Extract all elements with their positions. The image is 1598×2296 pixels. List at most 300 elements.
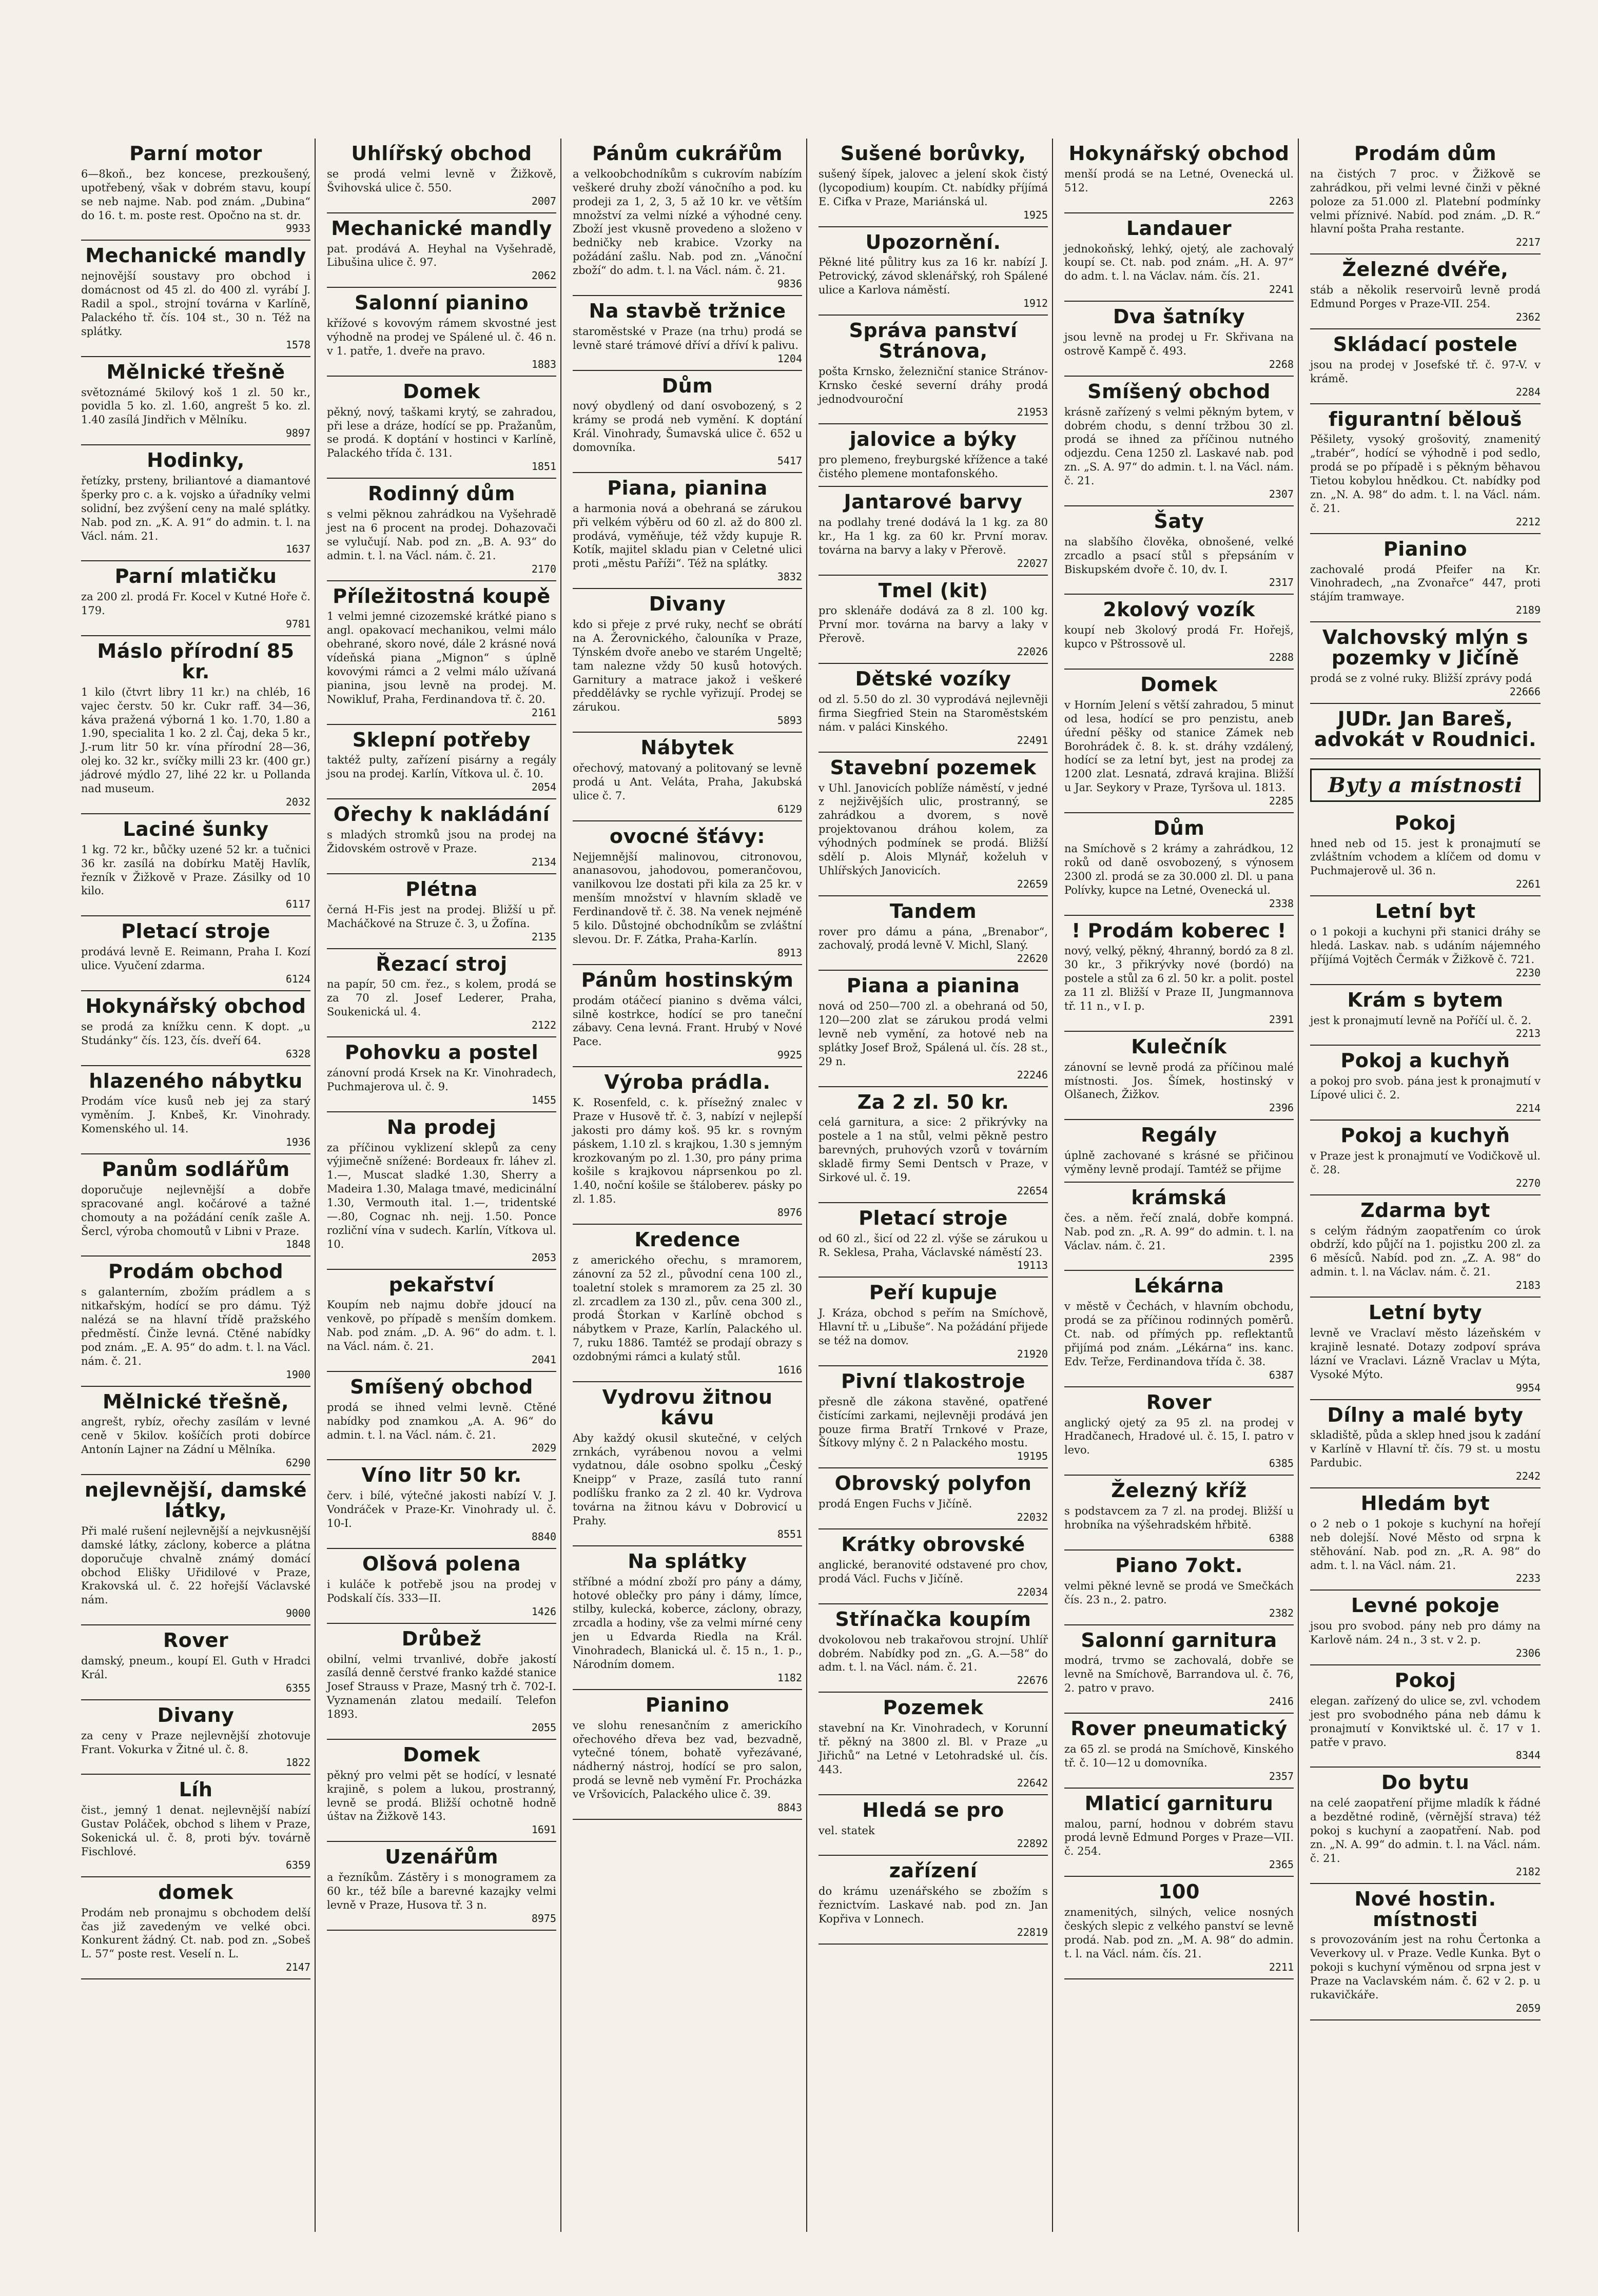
classified-ad	[1310, 704, 1541, 759]
ad-text: pěkný pro velmi pět se hodící, v lesnaté krajině, s polem a lukou, prostranný, levně se prodá. Bližší ochotně hodně úštav na Žižkově 143.	[327, 1769, 556, 1823]
ad-text: rover pro dámu a pána, „Brenabor“, zachovalý, prodá levně V. Michl, Slaný.	[819, 925, 1048, 952]
ad-text: zánovní prodá Krsek na Kr. Vinohradech, Puchmajerova ul. č. 9.	[327, 1066, 556, 1093]
ad-text: červ. i bílé, výtečné jakosti nabízí V. J. Vondráček v Praze-Kr. Vinohrady ul. č. 10-I.	[327, 1489, 556, 1530]
ad-title: Železné dvéře,	[1342, 258, 1509, 281]
ad-title: Na stavbě tržnice	[589, 299, 786, 322]
ad-code: 1426	[531, 1605, 556, 1618]
ad-text: zánovní se levně prodá za příčinou malé místnosti. Jos. Šímek, hostinský v Olšanech, Žižkov.	[1064, 1061, 1294, 1101]
classified-ad	[819, 316, 1048, 424]
ad-code: 2396	[1269, 1102, 1294, 1114]
classified-ad	[1310, 1884, 1541, 2020]
classified-ad	[81, 1877, 310, 1979]
ad-code: 2214	[1515, 1102, 1541, 1115]
ad-text: pošta Krnsko, železniční stanice Stránov-Krnsko české severní dráhy prodá jednodvouroční	[819, 365, 1048, 405]
ad-code: 6117	[285, 898, 310, 911]
ad-title: Rover	[1146, 1390, 1212, 1414]
ad-text: obilní, velmi trvanlivé, dobře jakostí zasílá denně čerstvé franko každé stanice Josef Strauss v Praze, Masný trh č. 702-I. Vyznamenán zlatou medailí. Telefon 1893.	[327, 1653, 556, 1721]
ad-text: taktéž pulty, zařízení pisárny a regály jsou na prodej. Karlín, Vítkova ul. č. 10.	[327, 754, 556, 780]
ad-title: figurantní bělouš	[1329, 407, 1522, 430]
ad-title: Správa panství Stránova,	[849, 319, 1018, 362]
ad-text: prodá se ihned velmi levně. Ctěné nabídky pod znamkou „A. A. 96“ do admin. t. l. na Václ. nám. č. 21.	[327, 1401, 556, 1441]
ad-code: 2212	[1515, 515, 1541, 528]
ad-text: Nejjemnější malinovou, citronovou, ananasovou, jahodovou, pomerančovou, vanilkovou lze dostati při kila za 25 kr. v menším množství v hlavním skladě ve Ferdinandově tř. č. 38. Na venek nejméně 5 kilo. Důstojné obchodníkům se zvláštní slevou. Dr. F. Zátka, Praha-Karlín.	[573, 850, 802, 946]
classified-ad	[1064, 1183, 1294, 1271]
ad-text: stavební na Kr. Vinohradech, v Korunní tř. pěkný na 3800 zl. Bl. v Praze „u Jiřichů“ na Letné v Letohradské ul. čís. 443.	[819, 1722, 1048, 1776]
ad-text: koupí neb 3kolový prodá Fr. Hořejš, kupco v Pštrossově ul.	[1064, 624, 1294, 651]
ad-text: velmi pěkné levně se prodá ve Smečkách čís. 23 n., 2. patro.	[1064, 1579, 1294, 1606]
ad-title: Dva šatníky	[1113, 305, 1245, 328]
classified-ad	[573, 139, 802, 296]
ad-title: Sklepní potřeby	[352, 728, 531, 751]
ad-title: Víno litr 50 kr.	[361, 1464, 522, 1487]
classified-ad	[1310, 534, 1541, 623]
ad-code: 2062	[531, 269, 556, 282]
classified-ad	[327, 1624, 556, 1740]
classified-ad	[81, 241, 310, 357]
ad-title: ovocné šťávy:	[609, 825, 766, 848]
classified-ad	[81, 1775, 310, 1877]
classified-ad	[81, 1154, 310, 1257]
classified-ad	[81, 445, 310, 561]
ad-code: 6388	[1269, 1532, 1294, 1544]
ad-code: 8913	[777, 946, 802, 959]
ad-text: s podstavcem za 7 zl. na prodej. Bližší u hrobníka na výšehradském hřbitě.	[1064, 1505, 1294, 1531]
ad-title: Do bytu	[1381, 1771, 1470, 1794]
ad-text: dvokolovou neb trakařovou strojní. Uhlíř dobrém. Nabídky pod zn. „G. A.—58“ do adm. t. l. na Václ. nám. č. 21.	[819, 1633, 1048, 1674]
ad-text: skladiště, půda a sklep hned jsou k zadání v Karlíně v Hlavní tř. čís. 79 st. u mostu Pardubic.	[1310, 1429, 1541, 1469]
ad-title: Piana, pianina	[607, 476, 768, 499]
ad-title: Na prodej	[386, 1115, 497, 1139]
ad-title: Šaty	[1154, 509, 1204, 533]
ad-code: 1912	[1023, 297, 1048, 310]
ad-text: 6—8koň., bez koncese, prezkoušený, upotřebený, však v dobrém stavu, koupí se neb najme. Nab. pod znám. „Dubina“ do 16. t. m. poste rest. Opočno na st. dr.	[81, 167, 310, 222]
ad-title: Panům sodlářům	[102, 1158, 290, 1181]
ad-title: Pletací stroje	[859, 1206, 1008, 1229]
classified-ad	[819, 1604, 1048, 1693]
ad-title: Prodám obchod	[108, 1260, 284, 1283]
ad-code: 2288	[1269, 651, 1294, 664]
classified-ad	[573, 1225, 802, 1382]
ad-title: Dětské vozíky	[855, 668, 1011, 691]
ad-code: 8840	[531, 1530, 556, 1543]
classified-ad	[1310, 1046, 1541, 1121]
classified-ad	[327, 479, 556, 581]
ad-title: Tandem	[889, 899, 977, 923]
ad-title: Pokoj	[1394, 1669, 1456, 1692]
classified-ad	[81, 916, 310, 991]
column-4	[814, 139, 1053, 2232]
ad-title: Mechanické mandly	[85, 244, 306, 267]
ad-title: Ořechy k nakládání	[333, 803, 550, 826]
ad-code: 2268	[1269, 358, 1294, 370]
ad-title: Pianino	[645, 1693, 730, 1716]
ad-code: 19195	[1017, 1450, 1048, 1463]
ad-text: čes. a něm. řečí znalá, dobře kompná. Nab. pod zn. „R. A. 99“ do admin. t. l. na Václav. nám. č. 21.	[1064, 1211, 1294, 1252]
classified-ad	[327, 1842, 556, 1931]
ad-text: Prodám neb pronajmu s obchodem delší čas již zavedeným ve velké obci. Konkurent žádný. Ct. nab. pod zn. „Sobeš L. 57“ poste rest. Veselí n. L.	[81, 1906, 310, 1960]
classified-ad	[573, 1546, 802, 1690]
classified-ad	[327, 725, 556, 800]
ad-text: na slabšího člověka, obnošené, velké zrcadlo a psací stůl s přepsáním v Biskupském dvoře č. 10, dv. I.	[1064, 535, 1294, 576]
ad-title: Olšová polena	[362, 1552, 521, 1575]
ad-code: 9000	[285, 1607, 310, 1620]
ad-code: 1936	[285, 1136, 310, 1149]
classified-ad	[1310, 896, 1541, 985]
ad-text: prodá se z volné ruky. Bližší zprávy podá	[1310, 672, 1532, 684]
ad-text: ve slohu renesančním z americkího ořechového dřeva bez vad, bezvadně, vytečné tónem, bohatě vyřezávané, nádherný nástroj, hodící se pro salon, prodá se levně neb vymění Fr. Procházka ve Vršovicích, Palackého ulice č. 39.	[573, 1719, 802, 1801]
ad-code: 2170	[531, 562, 556, 575]
ad-code: 2391	[1269, 1013, 1294, 1026]
classified-ad	[81, 1257, 310, 1386]
ad-code: 6385	[1269, 1457, 1294, 1470]
ad-code: 1883	[531, 358, 556, 370]
ad-code: 22620	[1017, 952, 1048, 965]
classified-ad	[327, 799, 556, 874]
ad-text: s velmi pěknou zahrádkou na Vyšehradě jest na 6 procent na prodej. Dohazovači se vylučují. Nab. pod zn. „B. A. 93“ do admin. t. l. na Václ. nám. č. 21.	[327, 508, 556, 562]
ad-text: s mladých stromků jsou na prodej na Židovském ostrově v Praze.	[327, 829, 556, 855]
classified-ad	[1064, 1032, 1294, 1121]
ad-title: Plétna	[405, 877, 478, 900]
ad-text: Při malé rušení nejlevnější a nejvkusnější damské látky, záclony, koberce a plátna doporučuje chvalně známý domácí obchod Elišky Uřidilové v Praze, Krakovská ul. č. 22 hořejší Václavské nám.	[81, 1524, 310, 1606]
ad-code: 2307	[1269, 487, 1294, 500]
ad-code: 5893	[777, 714, 802, 727]
ad-code: 2041	[531, 1353, 556, 1366]
ad-code: 2134	[531, 855, 556, 868]
section-banner: Byty a místnosti	[1310, 769, 1541, 802]
ad-code: 22666	[1509, 685, 1541, 698]
ad-text: modrá, trvmo se zachovalá, dobře se levně na Smíchově, Barrandova ul. č. 76, 2. patro v pravo.	[1064, 1654, 1294, 1695]
ad-code: 2032	[285, 795, 310, 808]
ad-text: s provozováním jest na rohu Čertonka a Veverkovy ul. v Praze. Vedle Kunka. Byt o pokoji s kuchyní výměnou od srpna jest v Praze na Vaclavském nám. č. 62 v 2. p. u rukavičkáře.	[1310, 1933, 1541, 2001]
column-6	[1306, 139, 1545, 2232]
ad-title: zařízení	[889, 1859, 978, 1882]
classified-ad	[573, 965, 802, 1067]
classified-ad	[327, 1037, 556, 1112]
ad-code: 1925	[1023, 208, 1048, 221]
ad-title: Dílny a malé byty	[1327, 1403, 1524, 1426]
ad-code: 6328	[285, 1047, 310, 1060]
ad-text: řetízky, prsteny, briliantové a diamantové šperky pro c. a k. vojsko a úřadníky velmi solidní, bez zvýšení ceny na malé splátky. Nab. pod zn. „K. A. 91“ do admin. t. l. na Václ. nám. 21.	[81, 475, 310, 542]
classified-ad	[327, 1372, 556, 1461]
ad-text: jsou pro svobod. pány neb pro dámy na Karlově nám. 24 n., 3 st. v 2. p.	[1310, 1620, 1541, 1646]
ad-code: 2285	[1269, 795, 1294, 808]
classified-ad	[573, 296, 802, 371]
ad-text: na Smíchově s 2 krámy a zahrádkou, 12 roků od daně osvobozený, s výnosem 2300 zl. prodá se za 30.000 zl. Dl. u pana Polívky, kupce na Letné, Ovenecká ul.	[1064, 842, 1294, 896]
ad-code: 21920	[1017, 1347, 1048, 1360]
ad-code: 2317	[1269, 576, 1294, 589]
ad-text: v městě v Čechách, v hlavním obchodu, prodá se za příčinou rodinných poměrů. Ct. nab. od přímých pp. reflektantů přijímá pod znám. „Lékárna“ ins. kanc. Edv. Teřze, Ferdinandova třída č. 38.	[1064, 1300, 1294, 1368]
ad-code: 8551	[777, 1527, 802, 1540]
ad-text: v Horním Jelení s větší zahradou, 5 minut od lesa, hodící se pro penzistu, aneb úřední pěšky od stanice Zámek neb Borohrádek č. 8. k. st. dráhy vzdálený, hodící se za letní byt, jest na prodej za 1200 zlat. Lesnatá, zdravá krajina. Bližší u Jar. Seykory v Praze, Tyršova ul. 1813.	[1064, 698, 1294, 794]
ad-title: Upozornění.	[865, 230, 1001, 253]
classified-ad	[1064, 813, 1294, 915]
classified-ad	[327, 581, 556, 725]
ad-text: na čistých 7 proc. v Žižkově se zahrádkou, při velmi levné činži v pěkné poloze za 51.000 zl. Platební podmínky velmi příznivé. Nabíd. pod znám. „D. R.“ hlavní pošta Praha restante.	[1310, 167, 1541, 236]
ad-code: 1851	[531, 460, 556, 473]
ad-code: 6129	[777, 802, 802, 815]
classified-ad	[819, 227, 1048, 316]
ad-text: levně ve Vraclaví město lázeňském v krajině lesnaté. Dotazy zodpoví správa lázní ve Vraclavi. Lázně Vraclav u Mýta, Vysoké Mýto.	[1310, 1327, 1541, 1381]
ad-code: 6359	[285, 1858, 310, 1871]
classified-ad	[81, 636, 310, 814]
classified-ad	[1064, 1789, 1294, 1877]
ad-title: Piana a pianina	[846, 974, 1020, 997]
ad-title: Uzenářům	[385, 1846, 498, 1869]
ad-title: Střínačka koupím	[835, 1607, 1031, 1631]
ad-code: 22034	[1017, 1585, 1048, 1598]
ad-title: Krám s bytem	[1347, 988, 1504, 1011]
ad-text: na celé zaopatření přijme mladík k řádné a bezdětné rodině, (věrnější strava) též pokoj s kuchyní a zaopatření. Nab. pod zn. „N. A. 99“ do admin. t. l. na Václ. nám. č. 21.	[1310, 1797, 1541, 1865]
ad-code: 22027	[1017, 557, 1048, 570]
ad-text: doporučuje nejlevnější a dobře spracované angl. kočárové a tažné chomouty a na požádání ceník zašle A. Šercl, výroba chomoutů v Libni v Praze.	[81, 1183, 310, 1238]
classified-ad	[327, 1740, 556, 1842]
ad-title: hlazeného nábytku	[89, 1069, 303, 1092]
ad-code: 22246	[1017, 1068, 1048, 1081]
ad-text: stříbné a módní zboží pro pány a dámy, hotové oblečky pro pány i dámy, límce, stilby, kulecká, koberce, záclony, obrazy, zrcadla a hodiny, vše za velmi mírné ceny jen u Edvarda Riedla na Král. Vinohradech, Blanická ul. č. 15 n., 1. p., Národním domem.	[573, 1575, 802, 1671]
classified-ad	[1310, 1488, 1541, 1591]
ad-code: 2338	[1269, 897, 1294, 910]
ad-title: Pivní tlakostroje	[841, 1369, 1026, 1392]
ad-code: 2263	[1269, 194, 1294, 207]
ad-text: jednokoňský, lehký, ojetý, ale zachovalý koupí se. Ct. nab. pod znám. „H. A. 97“ do adm. t. l. na Václav. nám. čís. 21.	[1064, 242, 1294, 283]
ad-title: Rodinný dům	[367, 482, 516, 505]
ad-code: 19113	[1017, 1259, 1048, 1272]
ad-text: pat. prodává A. Heyhal na Vyšehradě, Libušina ulice č. 97.	[327, 242, 556, 269]
ad-text: Pěkné lité půlitry kus za 16 kr. nabízí J. Petrovický, závod sklenářský, roh Spálené ulice a Karlova náměstí.	[819, 256, 1048, 297]
ad-text: v Uhl. Janovicích poblíže náměstí, v jedné z nejživějších ulic, prostranný, se zahrádkou a dvorem, s nově projektovanou dráhou kolem, za výhodných podmínek se prodá. Bližší sdělí p. Alois Mlynář, koželuh v Uhlířských Janovicích.	[819, 781, 1048, 877]
classified-ad	[1310, 1121, 1541, 1195]
classified-ad	[573, 1382, 802, 1546]
ad-title: Letní byty	[1368, 1301, 1483, 1324]
ad-code: 22654	[1017, 1184, 1048, 1197]
ad-text: znamenitých, silných, velice nosných českých slepic z velkého panství se levně prodá. Nab. pod zn. „M. A. 98“ do admin. t. l. na Václ. nám. čís. 21.	[1064, 1906, 1294, 1960]
classified-ad	[81, 139, 310, 241]
ad-code: 2182	[1515, 1865, 1541, 1878]
ad-code: 2055	[531, 1721, 556, 1734]
ad-text: o 2 neb o 1 pokoje s kuchyní na hořejí neb dolejší. Nové Město od srpna k stěhování. Nab. pod zn. „R. A. 98“ do adm. t. l. na Václ. nám. 21.	[1310, 1517, 1541, 1572]
classified-ad	[327, 1549, 556, 1624]
column-3	[569, 139, 807, 2232]
ad-text: od 60 zl., šicí od 22 zl. výše se zárukou u R. Seklesa, Praha, Václavské náměstí 23.	[819, 1232, 1048, 1259]
ad-text: a řezníkům. Zástěry i s monogramem za 60 kr., též bíle a barevné kazajky velmi levně v Praze, Husova tř. 3 n.	[327, 1871, 556, 1911]
ad-code: 6124	[285, 972, 310, 985]
ad-code: 1691	[531, 1823, 556, 1836]
classified-ad	[1310, 329, 1541, 404]
ad-code: 8843	[777, 1801, 802, 1814]
ad-code: 6290	[285, 1457, 310, 1469]
ad-title: Uhlířský obchod	[351, 142, 532, 165]
ad-code: 2284	[1515, 385, 1541, 398]
ad-title: Drůbež	[401, 1627, 482, 1650]
classified-ad	[819, 1693, 1048, 1795]
ad-text: Pěšilety, vysoký grošovitý, znamenitý „trabér“, hodící se výhodně i pod sedlo, prodá se po případě i s pěkným běhavou Tietou kobylou hnědkou. Ct. nabídky pod zn. „N. A. 98“ do adm. t. l. na Václ. nám. č. 21.	[1310, 433, 1541, 515]
ad-text: 1 kg. 72 kr., bůčky uzené 52 kr. a tučnici 36 kr. zasílá na dobírku Matěj Havlík, řezník v Žižkově v Praze. Zásilky od 10 kilo.	[81, 843, 310, 897]
ad-code: 2059	[1515, 2001, 1541, 2014]
ad-title: Výroba prádla.	[604, 1071, 771, 1094]
ad-title: Hledám byt	[1360, 1492, 1490, 1515]
ad-title: Hodinky,	[147, 449, 245, 472]
ad-title: nejlevnější, damské látky,	[84, 1479, 307, 1522]
ad-code: 2183	[1515, 1279, 1541, 1292]
classified-ad	[1064, 1120, 1294, 1183]
ad-code: 9925	[777, 1049, 802, 1062]
ad-code: 2213	[1515, 1027, 1541, 1040]
classified-ad	[819, 1468, 1048, 1529]
column-5	[1060, 139, 1299, 2232]
ad-code: 2306	[1515, 1647, 1541, 1660]
ad-text: černá H-Fis jest na prodej. Bližší u př. Macháčkové na Struze č. 3, u Žofína.	[327, 903, 556, 930]
ad-code: 1578	[285, 338, 310, 351]
classified-ad	[819, 1203, 1048, 1278]
ad-text: zachovalé prodá Pfeifer na Kr. Vinohradech, „na Zvonařce“ 447, proti stájím tramwaye.	[1310, 563, 1541, 603]
ad-title: Mechanické mandly	[331, 217, 552, 240]
classified-ad	[1310, 985, 1541, 1046]
ad-title: Líh	[179, 1778, 213, 1801]
ad-title: Parní motor	[129, 142, 262, 165]
ad-text: o 1 pokoji a kuchyni při stanici dráhy se hledá. Laskav. nab. s udáním nájemného příjímá Vojtěch Čermák v Žižkově č. 721.	[1310, 926, 1541, 966]
ad-title: Salonní garnitura	[1081, 1628, 1277, 1652]
ad-code: 1204	[777, 352, 802, 365]
classified-ad	[1064, 139, 1294, 213]
ad-code: 2122	[531, 1019, 556, 1032]
ad-code: 2395	[1269, 1252, 1294, 1265]
ad-title: Stavební pozemek	[830, 756, 1037, 779]
classified-ad	[573, 371, 802, 473]
ad-text: damský, pneum., koupí El. Guth v Hradci Král.	[81, 1655, 310, 1681]
ad-code: 2217	[1515, 236, 1541, 249]
ad-text: jest k pronajmutí levně na Poříčí ul. č. 2.	[1310, 1014, 1532, 1027]
classified-ad	[327, 213, 556, 288]
ad-code: 9781	[285, 618, 310, 631]
ad-text: menší prodá se na Letné, Ovenecká ul. 512.	[1064, 167, 1294, 194]
ad-title: Pozemek	[883, 1696, 984, 1719]
ad-code: 22676	[1017, 1674, 1048, 1687]
ad-title: Regály	[1141, 1124, 1217, 1147]
ad-code: 1455	[531, 1093, 556, 1106]
ad-text: prodám otáčecí pianino s dvěma válci, silně kostrkce, hodící se pro taneční zábavy. Cena levná. Frant. Hrubý v Nové Pace.	[573, 994, 802, 1048]
ad-title: Pletací stroje	[121, 920, 270, 943]
ad-text: vel. statek	[819, 1824, 875, 1837]
classified-ad	[327, 874, 556, 949]
ad-title: Železný kříž	[1111, 1479, 1247, 1502]
classified-ad	[1310, 1768, 1541, 1883]
classified-ad	[819, 576, 1048, 664]
ad-title: Vydrovu žitnou kávu	[602, 1385, 773, 1429]
classified-ad	[573, 821, 802, 965]
classified-ad	[819, 424, 1048, 487]
ad-code: 8976	[777, 1206, 802, 1219]
ad-code: 2357	[1269, 1770, 1294, 1782]
ad-title: pekařství	[388, 1273, 495, 1296]
ad-title: Lékárna	[1134, 1274, 1224, 1298]
ad-text: i kuláče k potřebě jsou na prodej v Podskalí čís. 333—II.	[327, 1578, 556, 1604]
classified-ad	[81, 991, 310, 1066]
ad-text: pěkný, nový, taškami krytý, se zahradou, při lese a dráze, hodící se pp. Pražanům, se prodá. K doptání v hostinci v Karlíně, Palackého třída č. 131.	[327, 405, 556, 460]
ad-text: čist., jemný 1 denat. nejlevnější nabízí Gustav Poláček, obchod s lihem v Praze, Sokenická ul. č. 8, proti býv. továrně Fischlové.	[81, 1804, 310, 1858]
ad-code: 1900	[285, 1368, 310, 1381]
ad-code: 2241	[1269, 283, 1294, 296]
ad-title: Salonní pianino	[354, 291, 529, 315]
ad-title: Za 2 zl. 50 kr.	[857, 1090, 1009, 1113]
ad-code: 22491	[1017, 734, 1048, 747]
ad-code: 2189	[1515, 604, 1541, 617]
ad-code: 2233	[1515, 1572, 1541, 1585]
ad-code: 1182	[777, 1671, 802, 1684]
ad-title: JUDr. Jan Bareš, advokát v Roudnici.	[1314, 707, 1537, 751]
ad-title: Valchovský mlýn s pozemky v Jičíně	[1322, 626, 1529, 670]
ad-text: a harmonia nová a obehraná se zárukou při velkém výběru od 60 zl. až do 800 zl. prodává, vyměňuje, též vždy kupuje R. Kotík, majitel skladu pian v Celetné ulici proti „městu Paříži“. Též na splátky.	[573, 502, 802, 570]
classified-ad	[1310, 139, 1541, 254]
ad-title: Zdarma byt	[1360, 1199, 1490, 1222]
ad-title: Piano 7okt.	[1115, 1554, 1243, 1577]
column-2	[323, 139, 561, 2232]
classified-ad	[1064, 916, 1294, 1032]
classified-ad	[81, 561, 310, 636]
classified-ad	[1064, 1714, 1294, 1789]
ad-text: za ceny v Praze nejlevnější zhotovuje Frant. Vokurka v Žitné ul. č. 8.	[81, 1729, 310, 1756]
ad-text: Prodám více kusů neb jej za starý vyměním. J. Knbeš, Kr. Vinohrady. Komenského ul. 14.	[81, 1095, 310, 1135]
ad-code: 2147	[285, 1961, 310, 1974]
ad-text: nejnovější soustavy pro obchod i domácnost od 45 zl. do 400 zl. vyrábí J. Radil a spol., strojní továrna v Karlíně, Palackého tř. čís. 104 st., 30 n. Též na splátky.	[81, 270, 310, 338]
ad-code: 2029	[531, 1442, 556, 1455]
ad-code: 2053	[531, 1251, 556, 1264]
ad-text: křížové s kovovým rámem skvostné jest výhodně na prodej ve Spálené ul. č. 46 n. v 1. patře, 1. dveře na pravo.	[327, 317, 556, 357]
ad-title: Jantarové barvy	[844, 490, 1023, 514]
ad-code: 1616	[777, 1363, 802, 1376]
classified-ad	[1064, 1877, 1294, 1979]
ad-title: ! Prodám koberec !	[1071, 919, 1287, 942]
ad-title: jalovice a býky	[849, 428, 1017, 451]
ad-text: v Praze jest k pronajmutí ve Vodičkově ul. č. 28.	[1310, 1149, 1541, 1176]
classified-ad	[573, 1690, 802, 1820]
classified-ad	[327, 949, 556, 1038]
ad-code: 2261	[1515, 878, 1541, 891]
ad-title: Sušené borůvky,	[840, 142, 1026, 165]
ad-title: Hledá se pro	[862, 1798, 1004, 1821]
ad-code: 22819	[1017, 1926, 1048, 1938]
ad-text: s galanterním, zbožím prádlem a s nitkařským, hodící se pro dámu. Týž nalézá se na hlavní třídě pražského předměstí. Činže levná. Ctěné nabídky pod znám. „E. A. 95“ do adm. t. l. na Václ. nám. č. 21.	[81, 1286, 310, 1367]
classified-ad	[1064, 1625, 1294, 1714]
ad-text: sušený šípek, jalovec a jelení skok čistý (lycopodium) koupím. Ct. nabídky příjímá E. Cifka v Praze, Mariánská ul.	[819, 167, 1048, 208]
classified-ad	[327, 1112, 556, 1270]
classified-ad	[819, 487, 1048, 576]
classified-ad	[573, 733, 802, 821]
classified-ad	[1064, 670, 1294, 813]
ad-text: přesně dle zákona stavěné, opatřené čistícími zarkami, nejlevněji prodává jen pouze firma Bratří Trnkové v Praze, Šítkovy mlýny č. 2 n Palackého mostu.	[819, 1395, 1048, 1449]
ad-title: Obrovský polyfon	[834, 1472, 1032, 1495]
ad-title: Tmel (kit)	[878, 579, 988, 602]
classified-ad	[327, 288, 556, 377]
classified-ad	[81, 1387, 310, 1476]
ad-code: 6355	[285, 1681, 310, 1694]
classified-ad	[1310, 1591, 1541, 1665]
ad-code: 2362	[1515, 310, 1541, 323]
ad-title: Nové hostin. místnosti	[1354, 1887, 1496, 1931]
ad-code: 2382	[1269, 1606, 1294, 1619]
classified-ad	[1310, 808, 1541, 897]
ad-title: Rover	[163, 1629, 229, 1652]
ad-code: 2242	[1515, 1470, 1541, 1483]
ad-text: na podlahy trené dodává la 1 kg. za 80 kr., Ha 1 kg. za 60 kr. První morav. továrna na barvy a laky v Přerově.	[819, 516, 1048, 556]
ad-text: jsou levně na prodej u Fr. Skřivana na ostrově Kampě č. 493.	[1064, 331, 1294, 357]
ad-title: Prodám dům	[1354, 142, 1497, 165]
ad-title: Řezací stroj	[376, 952, 508, 975]
ad-code: 1848	[285, 1238, 310, 1251]
classified-ad	[819, 753, 1048, 896]
ad-text: nový, velký, pěkný, 4hranný, bordó za 8 zl. 30 kr., 3 přikrývky nové (bordó) na postele a stůl za 6 zl. 50 kr. a polit. postel za 11 zl. Bližší v Praze II, Jungmannova tř. 11 n., v I. p.	[1064, 945, 1294, 1012]
ad-title: Hokynářský obchod	[85, 994, 306, 1017]
ad-text: úplně zachované s krásné se přičinou výměny levně prodají. Tamtéž se přijme	[1064, 1149, 1294, 1176]
